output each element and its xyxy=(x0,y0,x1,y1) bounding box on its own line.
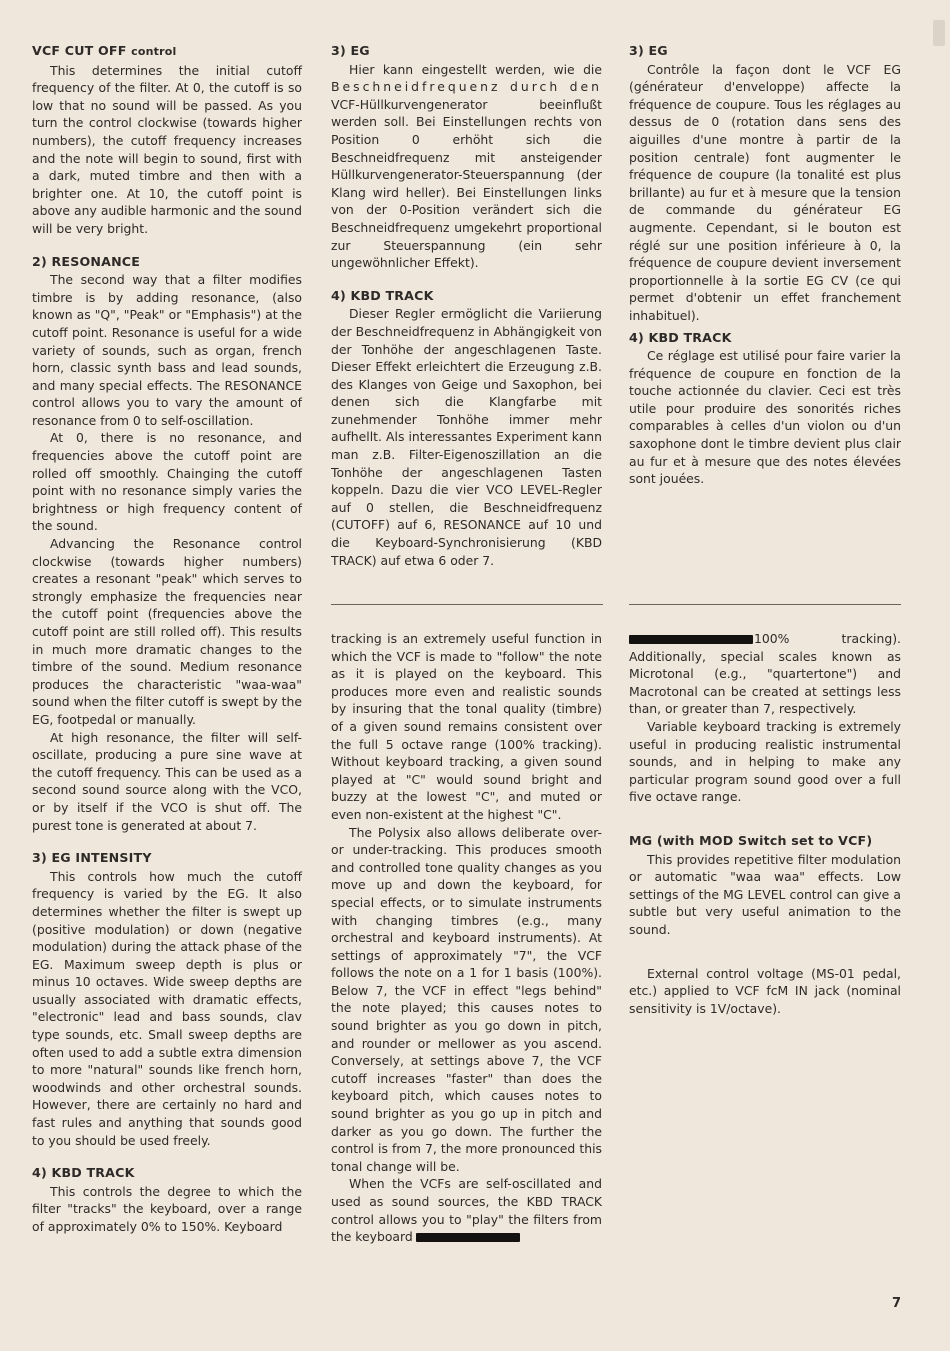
column-english-top xyxy=(32,42,302,1236)
paragraph-de-eg-start: Hier kann eingestellt werden, wie die xyxy=(349,61,602,77)
paragraph-eg-intensity: This controls how much the cutoff frequency is varied by the EG. It also determines whether the filter is swept up (positive modulation) or down (negative modulation) during the attack phase of the EG. Maximum sweep depth is plus or minus 10 octaves. Wide sweep depths are usually associated with dramatic effects, "electronic" lead and bass sounds, clav type sounds, etc. Small sweep depths are often used to add a subtle extra dimension to more "natural" sounds like french horn, woodwinds and other orchestral sounds. However, there are certainly no hard and fast rules and anything that sounds good to you should be used freely. xyxy=(32,868,302,1148)
redaction-bar xyxy=(416,1233,520,1242)
paragraph-resonance-3: Advancing the Resonance control clockwise (towards higher numbers) creates a resonant "peak" which serves to strongly emphasize the frequencies near the cutoff point (frequencies above the cutoff point are still rolled off). This results in much more dramatic changes to the timbre of the sound. Medium resonance produces the characteristic "waa-waa" sound when the filter cutoff is swept by the EG, footpedal or manually. xyxy=(32,536,302,727)
heading-kbd-track: 4) KBD TRACK xyxy=(32,1165,135,1181)
column-german xyxy=(331,42,602,569)
paragraph-de-eg-spaced: Beschneidfrequenz durch den xyxy=(331,79,602,95)
paragraph-tracking-2: The Polysix also allows deliberate over- or under-tracking. This produces smooth and controlled tone quality changes as you move up and down the keyboard, for special effects, or to simulate instruments with changing timbres (e.g., many orchestral and keyboard instruments). At settings of approximately "7", the VCF follows the note on a 1 for 1 basis (100%). Below 7, the VCF in effect "legs behind" the note played; this causes notes to sound brighter as you go down in pitch, and rounder or mellower as you ascend. Conversely, at settings above 7, the VCF cutoff increases "faster" than does the keyboard pitch, which causes notes to sound brighter as you go up in pitch and darker as you go down. The further the control is from 7, the more pronounced this tonal change will be. xyxy=(331,824,602,1174)
heading-fr-eg: 3) EG xyxy=(629,43,668,58)
page-number: 7 xyxy=(892,1296,902,1311)
page-edge-mark xyxy=(933,20,945,46)
heading-resonance: 2) RESONANCE xyxy=(32,253,141,269)
redaction-bar xyxy=(629,635,753,644)
heading-vcf-cutoff xyxy=(32,42,302,61)
paragraph-kbd-track: This controls the degree to which the filter "tracks" the keyboard, over a range of approximately 0% to 150%. Keyboard xyxy=(32,1183,302,1234)
paragraph-fr-eg: Contrôle la façon dont le VCF EG (générateur d'enveloppe) affecte la fréquence de coupure. Tous les réglages au dessus de 0 (rotation dans sens des aiguilles d'une montre à partir de la position centrale) font augmenter le fréquence de coupure (la tonalité est plus brillante) au fur et à mesure que la tension de commande du générateur EG augmente. Cependant, si le bouton est réglé sur une position inférieure à 0, la fréquence de coupure devient inversement proportionnelle à la sortie EG CV (ce qui permet d'obtenir un effet franchement inhabituel). xyxy=(629,61,901,323)
paragraph-resonance-2: At 0, there is no resonance, and frequencies above the cutoff point are rolled off smoothly. Chainging the cutoff point with no resonance simply varies the brightness or high frequency content of the sound. xyxy=(32,430,302,534)
paragraph-cutoff: This determines the initial cutoff frequency of the filter. At 0, the cutoff is so low that no sound will be passed. As you turn the control clockwise (towards higher numbers), the cutoff frequency increases and the note will begin to sound, first with a dark, muted timbre and then with a brighter one. At 10, the cutoff point is above any audible harmonic and the sound will be very bright. xyxy=(32,62,302,236)
paragraph-tracking-3 xyxy=(331,1175,602,1245)
heading-vcf-cutoff-text: VCF CUT OFF xyxy=(32,43,127,58)
heading-mg: MG (with MOD Switch set to VCF) xyxy=(629,832,873,848)
paragraph-fr-kbd-track: Ce réglage est utilisé pour faire varier la fréquence de coupure en fonction de la touche actionnée du clavier. Ceci est très utile pour produire des sonorités riches comparables à celles d'un violon ou d'un saxophone dont le timbre devient plus clair au fur et à mesure que des notes élevées sont jouées. xyxy=(629,348,901,487)
heading-de-kbd-track: 4) KBD TRACK xyxy=(331,287,434,303)
paragraph-external-cv: External control voltage (MS-01 pedal, etc.) applied to VCF fcM IN jack (nominal sensitivity is 1V/octave). xyxy=(629,965,901,1016)
column-french xyxy=(629,42,901,488)
paragraph-resonance-1: The second way that a filter modifies timbre is by adding resonance, (also known as "Q", "Peak" or "Emphasis") at the cutoff point. Resonance is useful for a wide variety of sounds, such as organ, french horn, classic synth bass and lead sounds, and many special effects. The RESONANCE control allows you to vary the amount of resonance from 0 to self-oscillation. xyxy=(32,272,302,428)
paragraph-mg: This provides repetitive filter modulation or automatic "waa waa" effects. Low settings of the MG LEVEL control can give a subtle but very useful animation to the sound. xyxy=(629,851,901,937)
paragraph-tracking-4-text: 100% tracking). Additionally, special scales known as Microtonal (e.g., "quartertone") and Macrotonal can be created at settings less than, or greater than 7, respectively. xyxy=(629,631,901,717)
divider-middle xyxy=(331,604,603,605)
column-english-middle xyxy=(331,630,602,1246)
heading-de-eg: 3) EG xyxy=(331,43,370,58)
paragraph-de-kbd-track: Dieser Regler ermöglicht die Variierung der Beschneidfrequenz in Abhängigkeit von der Tonhöhe der angeschlagenen Taste. Dieser Effekt erleichtert die Erzeugung z.B. des Klanges von Geige und Saxophon, bei denen sich die Klangfarbe mit zunehmender Tonhöhe immer mehr aufhellt. Als interessantes Experiment kann man z.B. Filter-Eigenoszillation an die Tonhöhe der angeschlagenen Tasten koppeln. Dazu die vier VCO LEVEL-Regler auf 0 stellen, die Beschneidfrequenz (CUTOFF) auf 6, RESONANCE auf 10 und die Keyboard-Synchronisierung (KBD TRACK) auf etwa 6 oder 7. xyxy=(331,306,602,568)
divider-right xyxy=(629,604,901,605)
heading-fr-kbd-track: 4) KBD TRACK xyxy=(629,329,732,345)
heading-eg-intensity: 3) EG INTENSITY xyxy=(32,850,152,866)
paragraph-tracking-3-text: When the VCFs are self-oscillated and used as sound sources, the KBD TRACK control allows you to "play" the filters from the keyboard xyxy=(331,1176,602,1245)
paragraph-tracking-4 xyxy=(629,630,901,718)
paragraph-de-eg xyxy=(331,61,602,272)
paragraph-resonance-4: At high resonance, the filter will self-oscillate, producing a pure sine wave at the cutoff frequency. This can be used as a second sound source along with the VCO, or by itself if the VCO is shut off. The purest tone is generated at about 7. xyxy=(32,729,302,833)
paragraph-tracking-5: Variable keyboard tracking is extremely useful in producing realistic instrumental sounds, and in helping to make any particular program sound good over a full five octave range. xyxy=(629,718,901,805)
paragraph-de-eg-end: VCF-Hüllkurvengenerator beeinflußt werden soll. Bei Einstellungen rechts von Position 0 erhöht sich die Beschneidfrequenz mit ansteigender Hüllkurvengenerator-Steuerspannung (der Klang wird heller). Bei Einstellungen links von der 0-Position verändert sich die Beschneidfrequenz umgekehrt proportional zur Steuerspannung (ein sehr ungewöhnlicher Effekt). xyxy=(331,96,602,271)
paragraph-tracking-1: tracking is an extremely useful function in which the VCF is made to "follow" the note as it is played on the keyboard. This produces more even and realistic sounds by insuring that the tonal quality (timbre) of a given sound remains consistent over the full 5 octave range (100% tracking). Without keyboard tracking, a given sound played at "C" would sound bright and buzzy at the lowest "C", and muted or even non-existent at the highest "C". xyxy=(331,631,602,822)
column-english-right xyxy=(629,630,901,1017)
heading-vcf-cutoff-small: control xyxy=(131,45,177,58)
